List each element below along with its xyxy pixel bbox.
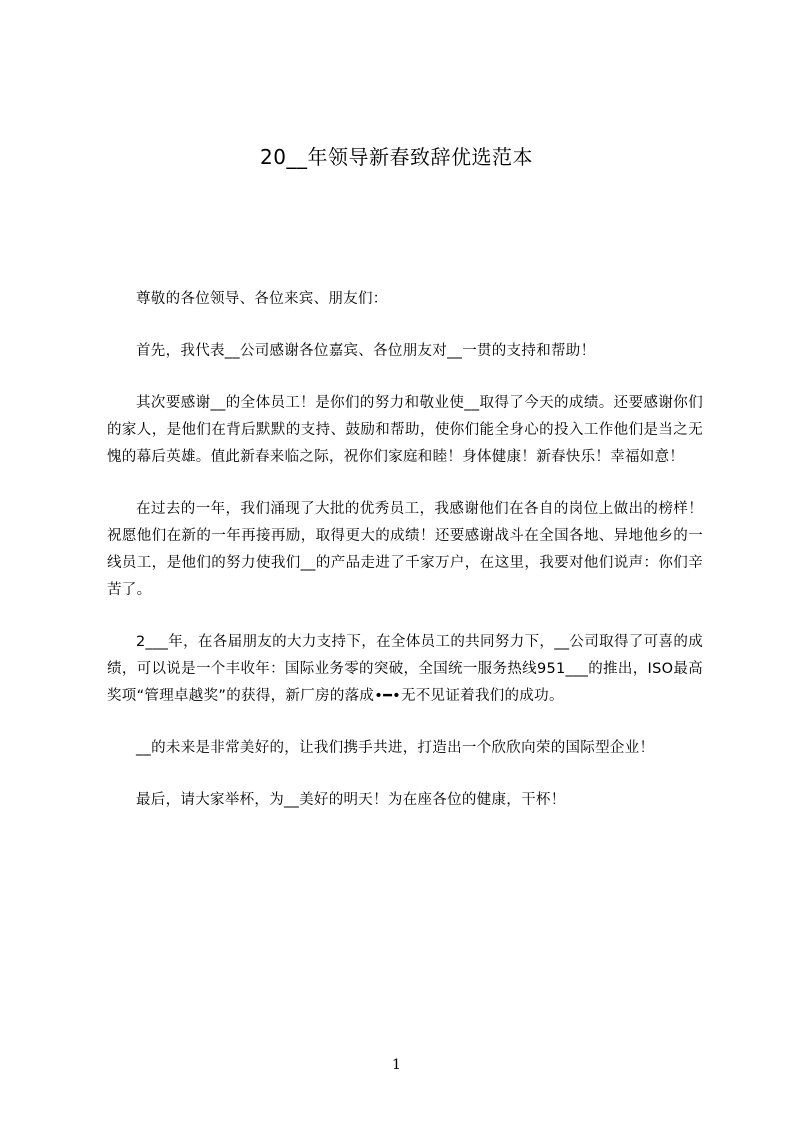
document-body [107,286,703,839]
paragraph-greeting: 尊敬的各位领导、各位来宾、朋友们： [136,291,388,307]
document-title: 20__年领导新春致辞优选范本 [260,145,533,169]
paragraph-future: __的未来是非常美好的，让我们携手共进，打造出一个欣欣向荣的国际型企业！ [136,740,655,756]
page-number: 1 [392,1057,401,1073]
paragraph-thanks-guests: 首先，我代表__公司感谢各位嘉宾、各位朋友对__一贯的支持和帮助！ [136,343,596,359]
paragraph-thanks-staff: 其次要感谢__的全体员工！是你们的努力和敬业使__取得了今天的成绩。还要感谢你们的家人，是他们在背后默默的支持、鼓励和帮助，使你们能全身心的投入工作他们是当之无愧的幕后英雄。值此新春来临之际，祝你们家庭和睦！身体健康！新春快乐！幸福如意！ [107,395,703,465]
paragraph-past-year: 在过去的一年，我们涌现了大批的优秀员工，我感谢他们在各自的岗位上做出的榜样！祝愿他们在新的一年再接再励，取得更大的成绩！还要感谢战斗在全国各地、异地他乡的一线员工，是他们的努力使我们__的产品走进了千家万户，在这里，我要对他们说声：你们辛苦了。 [107,501,703,598]
paragraph-achievements: 2___年，在各届朋友的大力支持下，在全体员工的共同努力下，__公司取得了可喜的成绩，可以说是一个丰收年：国际业务零的突破，全国统一服务热线951___的推出，ISO最高奖项“管理卓越奖”的获得，新厂房的落成•━•无不见证着我们的成功。 [107,634,703,704]
paragraph-toast: 最后，请大家举杯，为__美好的明天！为在座各位的健康，干杯！ [136,792,566,808]
